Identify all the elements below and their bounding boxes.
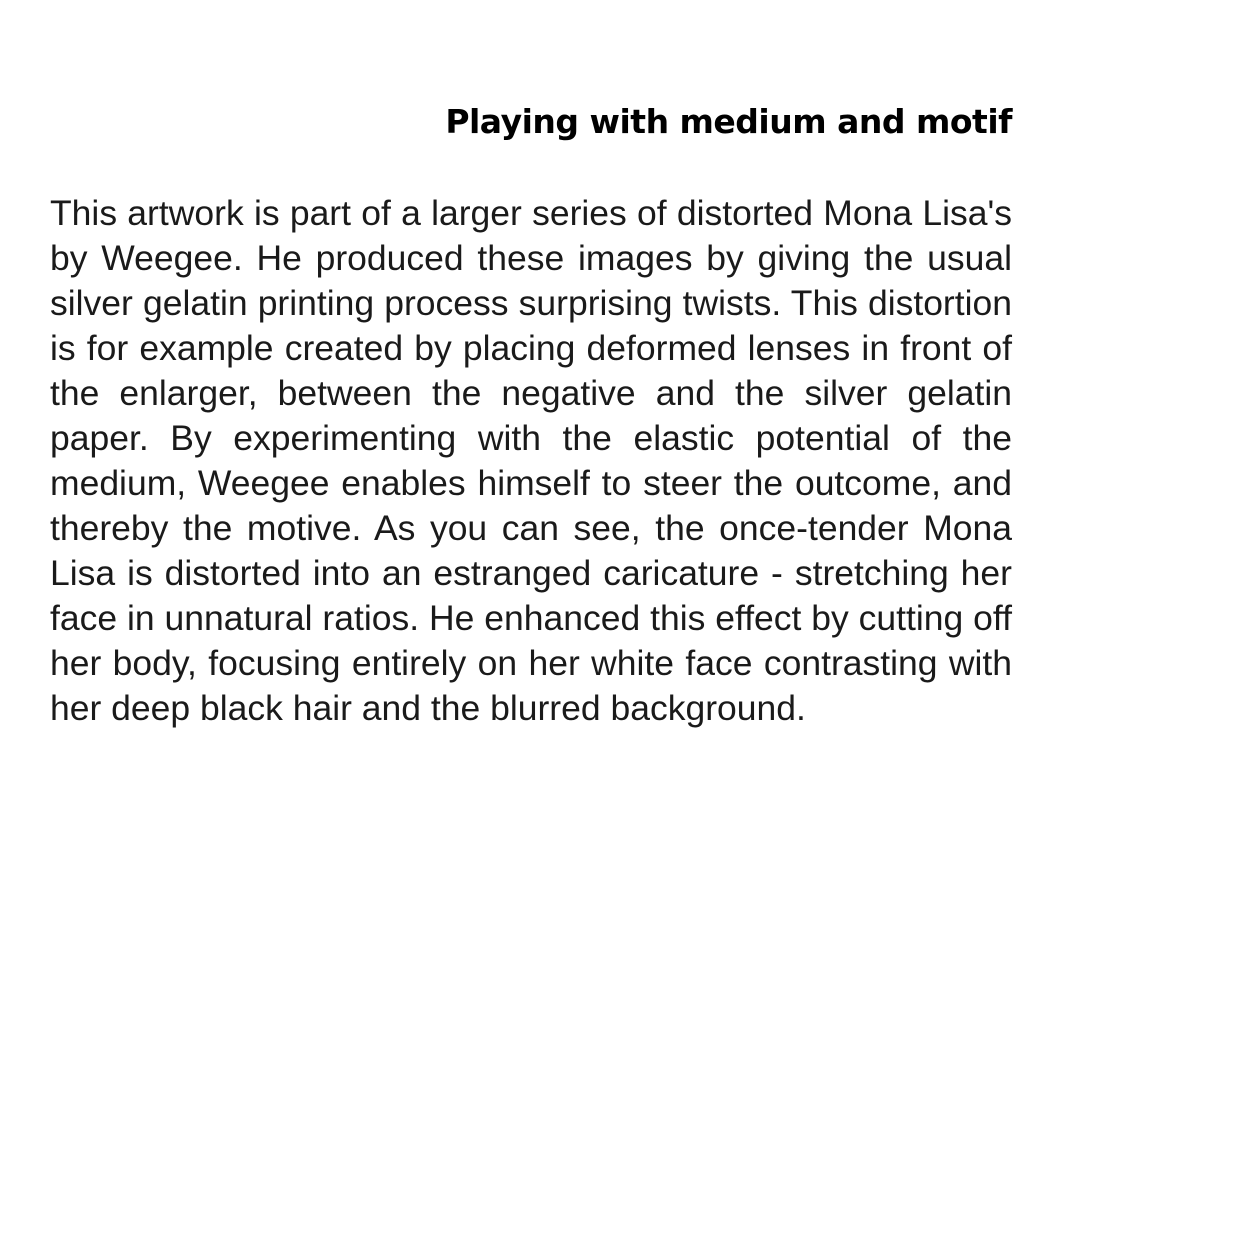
body-paragraph: This artwork is part of a larger series of distorted Mona Lisa's by Weegee. He produced these images by giving the usual silver gelatin printing process surprising twists. This distortion is for example created by placing deformed lenses in front of the enlarger, between the negative and the silver gelatin paper. By experimenting with the elastic potential of the medium, Weegee enables himself to steer the outcome, and thereby the motive. As you can see, the once-tender Mona Lisa is distorted into an estranged caricature - stretching her face in unnatural ratios. He enhanced this effect by cutting off her body, focusing entirely on her white face contrasting with her deep black hair and the blurred background.	[50, 193, 1012, 728]
document-title: Playing with medium and motif	[445, 102, 1012, 141]
document-page	[50, 0, 1012, 1250]
